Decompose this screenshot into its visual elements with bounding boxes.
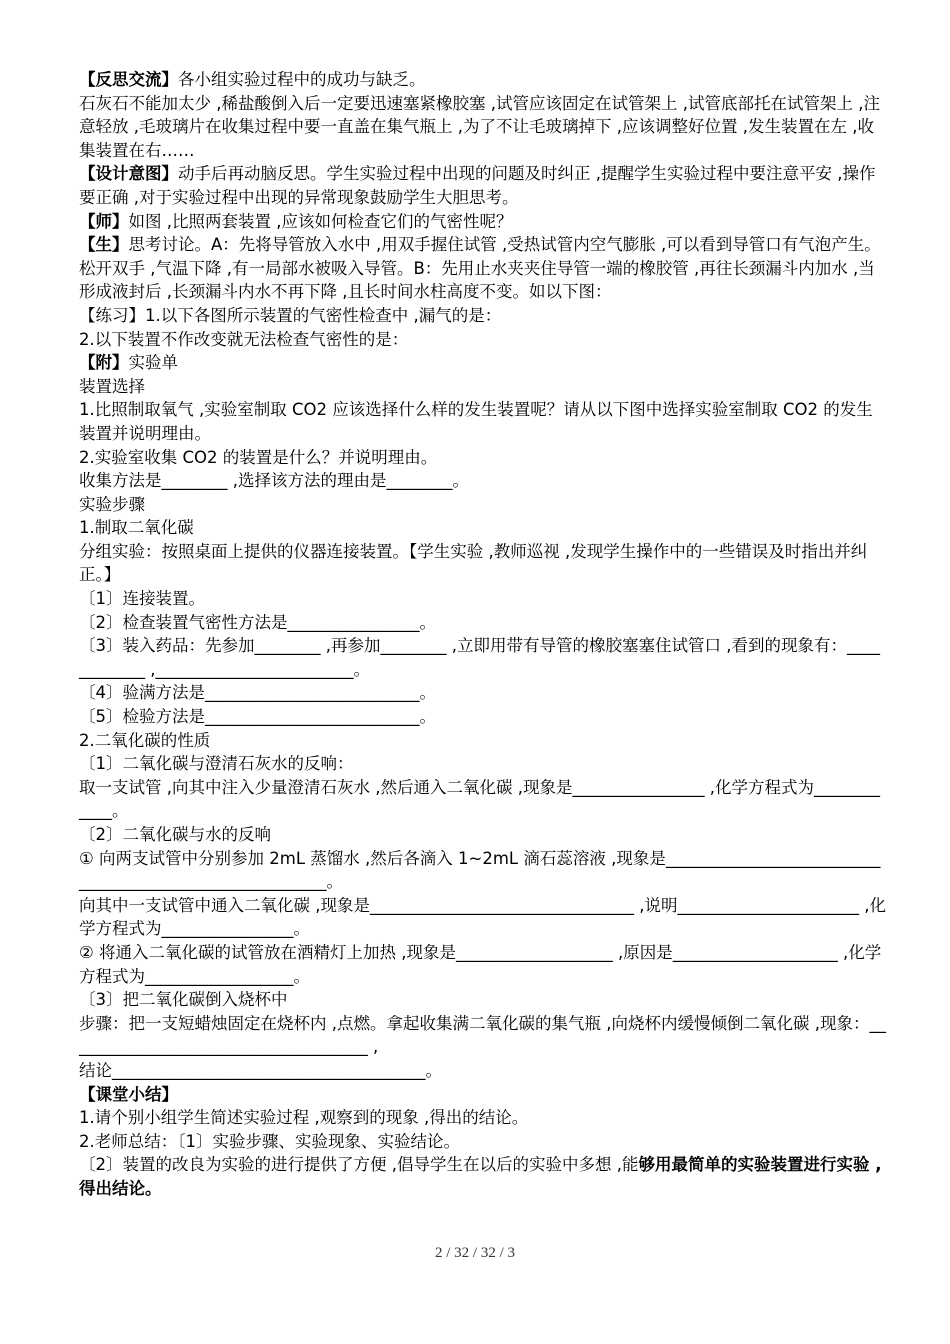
student-text: 思考讨论。A：先将导管放入水中 ,用双手握住试管 ,受热试管内空气膨胀 ,可以看到导管口有气泡产生。松开双手 ,气温下降 ,有一局部水被吸入导管。B：先用止水夹夹住导管一端的橡胶管 ,再往长颈漏斗内加水 ,当形成液封后 ,长颈漏斗内水不再下降 ,且长时间水柱高度不变。如以下图： — [79, 235, 881, 302]
paragraph: ② 将通入二氧化碳的试管放在酒精灯上加热 ,现象是___________________ ,原因是____________________ ,化学方程式为__________________。 — [79, 942, 882, 986]
student-heading: 【生】 — [79, 235, 129, 255]
paragraph: 2.实验室收集 CO2 的装置是什么？并说明理由。 — [79, 447, 438, 467]
paragraph: 装置选择 — [79, 376, 145, 396]
reflection-line — [67, 68, 887, 92]
paragraph: 2.二氧化碳的性质 — [79, 730, 211, 750]
summary-conclusion — [67, 1153, 887, 1200]
paragraph: 收集方法是________ ,选择该方法的理由是________。 — [79, 471, 469, 491]
reflection-heading: 【反思交流】 — [79, 70, 178, 89]
paragraph: 步骤：把一支短蜡烛固定在烧杯内 ,点燃。拿起收集满二氧化碳的集气瓶 ,向烧杯内缓慢倾倒二氧化碳 ,现象：_____________________________________ , — [79, 1013, 886, 1057]
paragraph: 〔2〕二氧化碳与水的反响 — [79, 825, 271, 844]
paragraph: 取一支试管 ,向其中注入少量澄清石灰水 ,然后通入二氧化碳 ,现象是________________ ,化学方程式为____________。 — [79, 777, 880, 821]
reflection-text: 各小组实验过程中的成功与缺乏。 — [178, 70, 426, 89]
design-intent-line — [67, 162, 887, 209]
paragraph: 〔1〕连接装置。 — [79, 589, 205, 609]
summary-heading: 【课堂小结】 — [79, 1084, 178, 1104]
teacher-heading: 【师】 — [79, 211, 129, 231]
design-intent-heading: 【设计意图】 — [79, 164, 178, 184]
paragraph: 石灰石不能加太少 ,稀盐酸倒入后一定要迅速塞紧橡胶塞 ,试管应该固定在试管架上 ,试管底部托在试管架上 ,注意轻放 ,毛玻璃片在收集过程中要一直盖在集气瓶上 ,为了不让毛玻璃掉下 ,应该调整好位置 ,发生装置在左 ,收集装置在右…… — [79, 93, 880, 160]
paragraph: 1.请个别小组学生简述实验过程 ,观察到的现象 ,得出的结论。 — [79, 1108, 529, 1128]
summary-conclusion-text: 〔2〕装置的改良为实验的进行提供了方便 ,倡导学生在以后的实验中多想 ,能 — [79, 1155, 639, 1175]
page-number: 2 / 32 / 32 / 3 — [434, 1245, 515, 1261]
summary-conclusion-bold: 够用最简单的实验装置进行实验 ,得出结论。 — [79, 1155, 882, 1198]
paragraph: 2.以下装置不作改变就无法检查气密性的是： — [79, 329, 409, 349]
paragraph: 〔1〕二氧化碳与澄清石灰水的反响： — [79, 754, 354, 774]
paragraph: ① 向两支试管中分别参加 2mL 蒸馏水 ,然后各滴入 1~2mL 滴石蕊溶液 ,现象是________________________________________________________。 — [79, 848, 881, 892]
paragraph: 分组实验：按照桌面上提供的仪器连接装置。【学生实验 ,教师巡视 ,发现学生操作中的一些错误及时指出并纠正。】 — [79, 541, 868, 585]
appendix-text: 实验单 — [128, 353, 178, 373]
teacher-text: 如图 ,比照两套装置 ,应该如何检查它们的气密性呢？ — [128, 211, 513, 231]
paragraph: 2.老师总结：〔1〕实验步骤、实验现象、实验结论。 — [79, 1131, 460, 1151]
student-line — [67, 233, 887, 304]
document-body — [67, 68, 887, 1201]
paragraph: 〔4〕验满方法是__________________________。 — [79, 683, 436, 703]
paragraph: 实验步骤 — [79, 494, 145, 514]
appendix-line — [67, 351, 887, 375]
design-intent-text: 动手后再动脑反思。学生实验过程中出现的问题及时纠正 ,提醒学生实验过程中要注意平安 ,操作要正确 ,对于实验过程中出现的异常现象鼓励学生大胆思考。 — [79, 164, 876, 207]
teacher-line — [67, 210, 887, 234]
paragraph: 1.比照制取氧气 ,实验室制取 CO2 应该选择什么样的发生装置呢？请从以下图中选择实验室制取 CO2 的发生装置并说明理由。 — [79, 400, 873, 443]
paragraph: 〔3〕把二氧化碳倒入烧杯中 — [79, 990, 288, 1010]
paragraph: 〔3〕装入药品：先参加________ ,再参加________ ,立即用带有导管的橡胶塞塞住试管口 ,看到的现象有：____________ ,________________________。 — [79, 636, 880, 679]
paragraph: 1.制取二氧化碳 — [79, 518, 194, 538]
paragraph: 〔2〕检查装置气密性方法是________________。 — [79, 612, 436, 632]
paragraph: 向其中一支试管中通入二氧化碳 ,现象是________________________________ ,说明______________________ ,化学方程式为________________。 — [79, 895, 886, 939]
appendix-heading: 【附】 — [79, 353, 129, 373]
practice-line: 【练习】1.以下各图所示装置的气密性检查中 ,漏气的是： — [79, 305, 502, 325]
paragraph: 结论______________________________________。 — [79, 1060, 442, 1080]
paragraph: 〔5〕检验方法是__________________________。 — [79, 707, 436, 727]
